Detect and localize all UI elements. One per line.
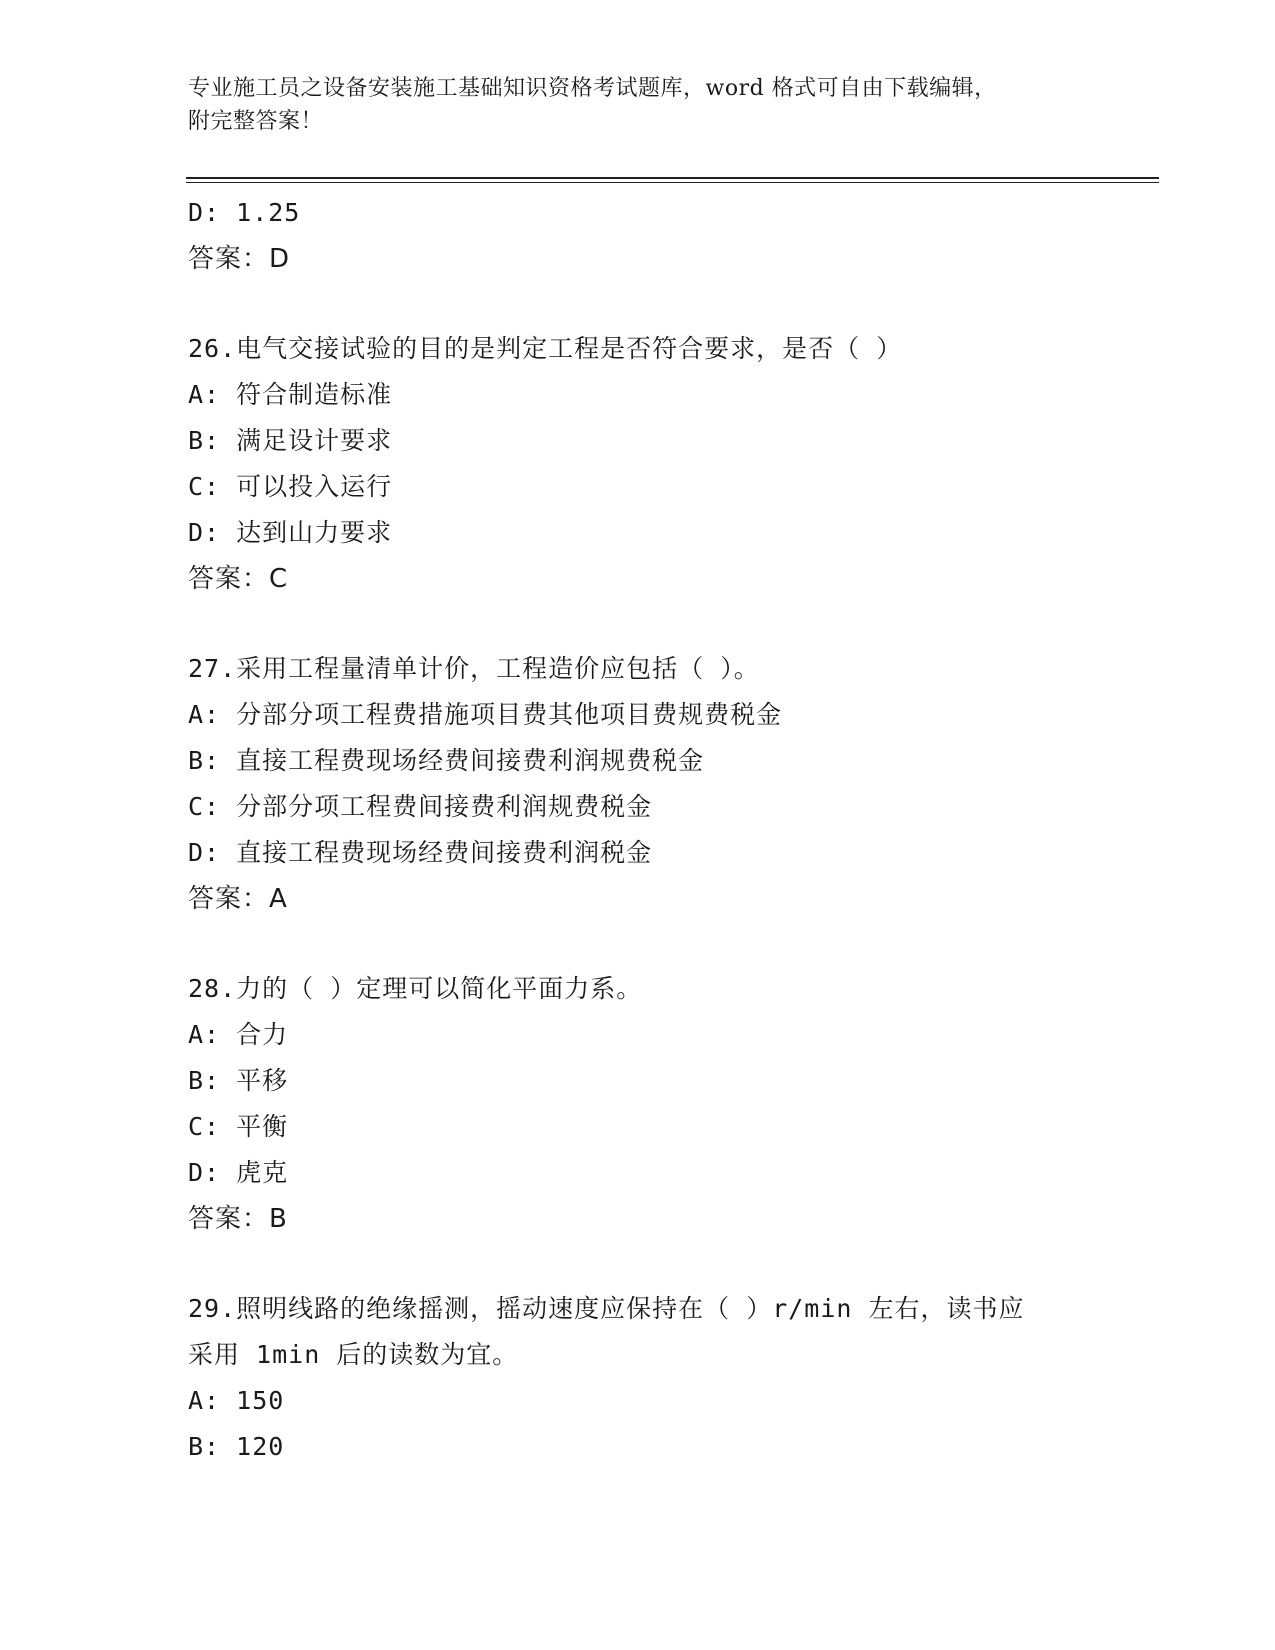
- header-divider-thin: [186, 182, 1159, 183]
- answer: 答案：A: [188, 884, 288, 914]
- option-d: D: 达到山力要求: [188, 518, 393, 547]
- question-28: [188, 966, 1128, 1242]
- option-b: B: 平移: [188, 1066, 289, 1095]
- spacer: [188, 1242, 1128, 1286]
- answer: 答案：B: [188, 1204, 288, 1234]
- page-header: [188, 72, 1088, 138]
- answer: 答案：C: [188, 564, 289, 594]
- option-a: A: 符合制造标准: [188, 380, 393, 409]
- option-a: A: 分部分项工程费措施项目费其他项目费规费税金: [188, 700, 783, 729]
- answer: 答案：D: [188, 244, 291, 274]
- question-stem: 27.采用工程量清单计价，工程造价应包括（ ）。: [188, 654, 760, 683]
- spacer: [188, 602, 1128, 646]
- question-stem-line-2: 采用 1min 后的读数为宜。: [188, 1340, 519, 1369]
- option-b: B: 直接工程费现场经费间接费利润规费税金: [188, 746, 705, 775]
- option-a: A: 150: [188, 1386, 285, 1415]
- option-b: B: 满足设计要求: [188, 426, 393, 455]
- option-b: B: 120: [188, 1432, 285, 1461]
- question-stem: 28.力的（ ）定理可以简化平面力系。: [188, 974, 643, 1003]
- option-c: C: 分部分项工程费间接费利润规费税金: [188, 792, 653, 821]
- header-divider-thick: [186, 177, 1159, 179]
- option-d: D: 直接工程费现场经费间接费利润税金: [188, 838, 653, 867]
- option-d: D: 1.25: [188, 198, 301, 227]
- question-stem: 26.电气交接试验的目的是判定工程是否符合要求，是否（ ）: [188, 334, 903, 363]
- question-27: [188, 646, 1128, 922]
- question-26: [188, 326, 1128, 602]
- option-d: D: 虎克: [188, 1158, 289, 1187]
- option-c: C: 可以投入运行: [188, 472, 393, 501]
- option-c: C: 平衡: [188, 1112, 289, 1141]
- spacer: [188, 922, 1128, 966]
- header-line-2: 附完整答案！: [188, 109, 324, 134]
- spacer: [188, 282, 1128, 326]
- option-a: A: 合力: [188, 1020, 289, 1049]
- question-stem-line-1: 29.照明线路的绝缘摇测，摇动速度应保持在（ ）r/min 左右，读书应: [188, 1294, 1025, 1323]
- question-29: [188, 1286, 1128, 1470]
- header-line-1: 专业施工员之设备安装施工基础知识资格考试题库，word 格式可自由下载编辑，: [188, 76, 997, 101]
- question-list: [188, 190, 1128, 1470]
